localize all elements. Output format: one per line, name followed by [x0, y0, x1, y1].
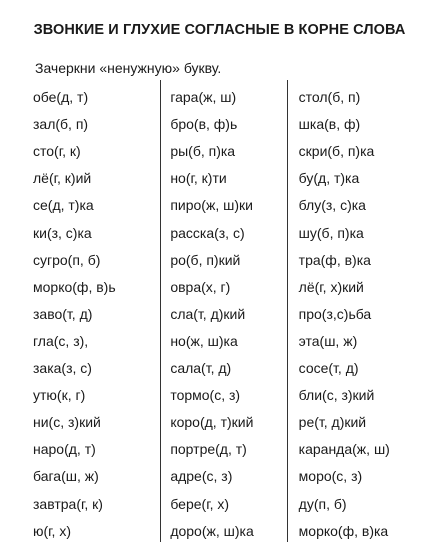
word-cell[interactable]: бага(ш, ж) [33, 468, 99, 485]
word-cell[interactable]: портре(д, т) [170, 441, 247, 458]
word-cell[interactable]: расска(з, с) [170, 224, 245, 241]
word-cell[interactable]: завтра(г, к) [33, 495, 103, 512]
word-cell[interactable]: ро(б, п)кий [170, 251, 241, 268]
word-cell[interactable]: обе(д, т) [33, 89, 89, 105]
word-cell[interactable]: сосе(т, д) [298, 360, 359, 376]
word-cell[interactable]: лё(г, х)кий [298, 278, 364, 295]
word-cell[interactable]: наро(д, т) [33, 441, 96, 458]
word-cell[interactable]: морко(ф, в)ь [33, 278, 116, 295]
word-cell[interactable]: бро(в, ф)ь [170, 116, 238, 133]
word-table [28, 80, 413, 542]
word-cell[interactable]: гла(с, з), [33, 332, 89, 349]
word-cell[interactable]: эта(ш, ж) [298, 332, 358, 349]
word-cell[interactable]: бли(с, з)кий [298, 387, 375, 404]
word-cell[interactable]: сала(т, д) [170, 360, 232, 376]
word-cell[interactable]: овра(х, г) [170, 278, 231, 295]
word-cell[interactable]: пиро(ж, ш)ки [170, 197, 253, 214]
word-cell[interactable]: бере(г, х) [170, 495, 230, 512]
word-cell[interactable]: заво(т, д) [33, 305, 93, 322]
word-cell[interactable]: ки(з, с)ка [33, 224, 92, 241]
word-cell[interactable]: утю(к, г) [33, 387, 86, 404]
word-cell[interactable]: ре(т, д)кий [298, 414, 367, 431]
word-cell[interactable]: тра(ф, в)ка [298, 251, 371, 268]
word-cell[interactable]: скри(б, п)ка [298, 143, 375, 160]
word-cell[interactable]: ры(б, п)ка [170, 143, 236, 160]
word-cell[interactable]: сугро(п, б) [33, 251, 101, 268]
word-cell[interactable]: моро(с, з) [298, 468, 363, 485]
word-cell[interactable]: се(д, т)ка [33, 197, 94, 214]
word-column-2 [160, 80, 287, 542]
word-cell[interactable]: сла(т, д)кий [170, 305, 246, 322]
word-cell[interactable]: коро(д, т)кий [170, 414, 254, 431]
word-cell[interactable]: шу(б, п)ка [298, 224, 364, 241]
word-cell[interactable]: ни(с, з)кий [33, 414, 101, 431]
word-cell[interactable]: каранда(ж, ш) [298, 441, 390, 458]
instruction-text: Зачеркни «ненужную» букву. [35, 60, 222, 76]
word-cell[interactable]: адре(с, з) [170, 468, 233, 485]
word-cell[interactable]: блу(з, с)ка [298, 197, 366, 214]
word-cell[interactable]: сто(г, к) [33, 143, 81, 160]
word-cell[interactable]: ду(п, б) [298, 495, 347, 512]
word-cell[interactable]: но(г, к)ти [170, 170, 227, 187]
word-cell[interactable]: зал(б, п) [33, 116, 89, 133]
word-cell[interactable]: бу(д, т)ка [298, 170, 360, 187]
word-cell[interactable]: зака(з, с) [33, 360, 92, 376]
page-title: ЗВОНКИЕ И ГЛУХИЕ СОГЛАСНЫЕ В КОРНЕ СЛОВА [33, 22, 406, 38]
word-cell[interactable]: шка(в, ф) [298, 116, 361, 133]
word-cell[interactable]: стол(б, п) [298, 89, 361, 105]
word-cell[interactable]: морко(ф, в)ка [298, 522, 389, 539]
word-cell[interactable]: ю(г, х) [33, 522, 72, 539]
word-column-3 [288, 80, 413, 542]
word-cell[interactable]: про(з,с)ьба [298, 305, 372, 322]
word-cell[interactable]: но(ж, ш)ка [170, 332, 238, 349]
word-cell[interactable]: лё(г, к)ий [33, 170, 92, 187]
word-cell[interactable]: гара(ж, ш) [170, 89, 237, 105]
word-column-1 [28, 80, 160, 542]
word-cell[interactable]: тормо(с, з) [170, 387, 241, 404]
word-cell[interactable]: доро(ж, ш)ка [170, 522, 254, 539]
